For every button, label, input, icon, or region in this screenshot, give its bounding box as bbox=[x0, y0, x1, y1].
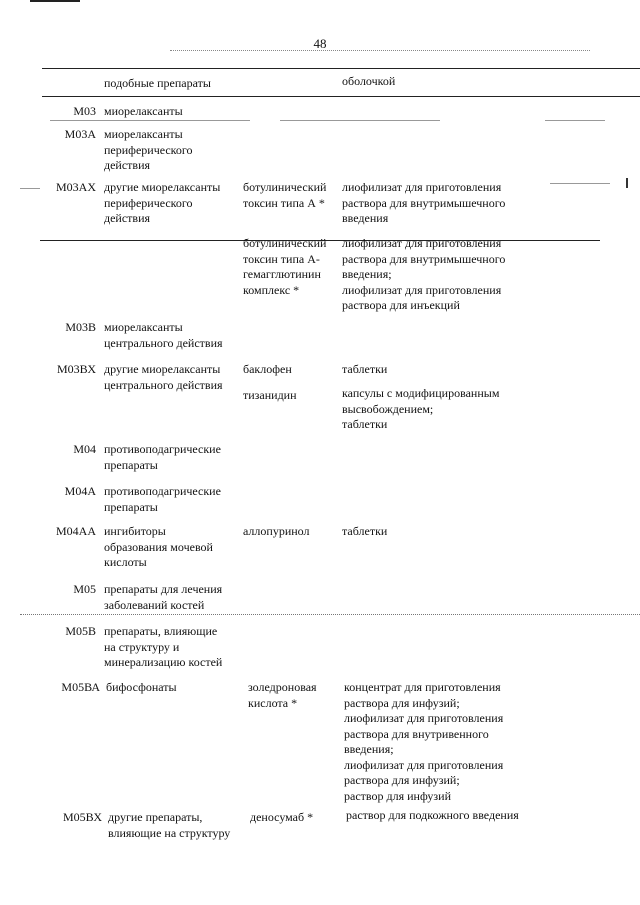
row-drug: деносумаб * bbox=[250, 810, 314, 824]
row-form: концентрат для приготовления раствора для инфузий; лиофилизат для приготовления раствора для внутривенного введения; лиофилизат для приготовления раствора для инфузий; раствор для инфузий bbox=[344, 680, 504, 803]
top-edge-rule bbox=[30, 0, 80, 2]
row-group: противоподагрические препараты bbox=[104, 442, 221, 472]
row-group: другие миорелаксанты центрального действия bbox=[104, 362, 223, 392]
row-code: М05ВХ bbox=[62, 810, 102, 824]
row-separator bbox=[20, 614, 640, 615]
row-group: бифосфонаты bbox=[106, 680, 177, 694]
row-separator bbox=[550, 183, 610, 184]
header-form-cell: оболочкой bbox=[342, 74, 396, 88]
row-group: миорелаксанты bbox=[104, 104, 183, 118]
row-form: таблетки bbox=[342, 362, 388, 376]
row-code: М05 bbox=[73, 582, 96, 596]
row-code: М03А bbox=[64, 127, 96, 141]
row-form: лиофилизат для приготовления раствора для внутримышечного введения; лиофилизат для приготовления раствора для инъекций bbox=[342, 236, 506, 312]
row-code: М04АА bbox=[55, 524, 96, 538]
row-group: препараты, влияющие на структуру и минерализацию костей bbox=[104, 624, 223, 669]
row-code: М03 bbox=[73, 104, 96, 118]
row-group: другие препараты, влияющие на структуру bbox=[108, 810, 231, 840]
row-group: миорелаксанты центрального действия bbox=[104, 320, 223, 350]
header-group-cell: подобные препараты bbox=[104, 76, 211, 90]
row-code: М03В bbox=[65, 320, 96, 334]
row-form: таблетки bbox=[342, 524, 388, 538]
row-drug: баклофен bbox=[243, 362, 292, 376]
header-bottom-rule bbox=[42, 96, 640, 97]
row-code: М05ВА bbox=[61, 680, 100, 694]
row-group: другие миорелаксанты периферического действия bbox=[104, 180, 221, 225]
row-group: ингибиторы образования мочевой кислоты bbox=[104, 524, 213, 569]
row-code: М04 bbox=[73, 442, 96, 456]
row-group: препараты для лечения заболеваний костей bbox=[104, 582, 223, 612]
row-separator bbox=[50, 120, 250, 121]
row-separator bbox=[280, 120, 440, 121]
row-drug: ботулинический токсин типа А * bbox=[243, 180, 327, 210]
row-separator bbox=[545, 120, 605, 121]
row-code: М05В bbox=[65, 624, 96, 638]
row-code: М03АХ bbox=[55, 180, 96, 194]
row-code: М03ВХ bbox=[56, 362, 96, 376]
row-group: миорелаксанты периферического действия bbox=[104, 127, 193, 172]
row-group: противоподагрические препараты bbox=[104, 484, 221, 514]
row-drug: аллопуринол bbox=[243, 524, 310, 538]
row-drug: тизанидин bbox=[243, 388, 297, 402]
page-number: 48 bbox=[313, 36, 327, 51]
row-form: раствор для подкожного введения bbox=[346, 808, 519, 822]
scan-mark bbox=[626, 178, 628, 188]
row-drug: золедроновая кислота * bbox=[248, 680, 317, 710]
row-form: лиофилизат для приготовления раствора для внутримышечного введения bbox=[342, 180, 506, 225]
header-top-rule bbox=[42, 68, 640, 69]
row-code: М04А bbox=[64, 484, 96, 498]
row-form: капсулы с модифицированным высвобождением; таблетки bbox=[342, 386, 500, 431]
header-dash-rule bbox=[170, 50, 590, 51]
row-drug: ботулинический токсин типа А- гемагглютинин комплекс * bbox=[243, 236, 327, 297]
